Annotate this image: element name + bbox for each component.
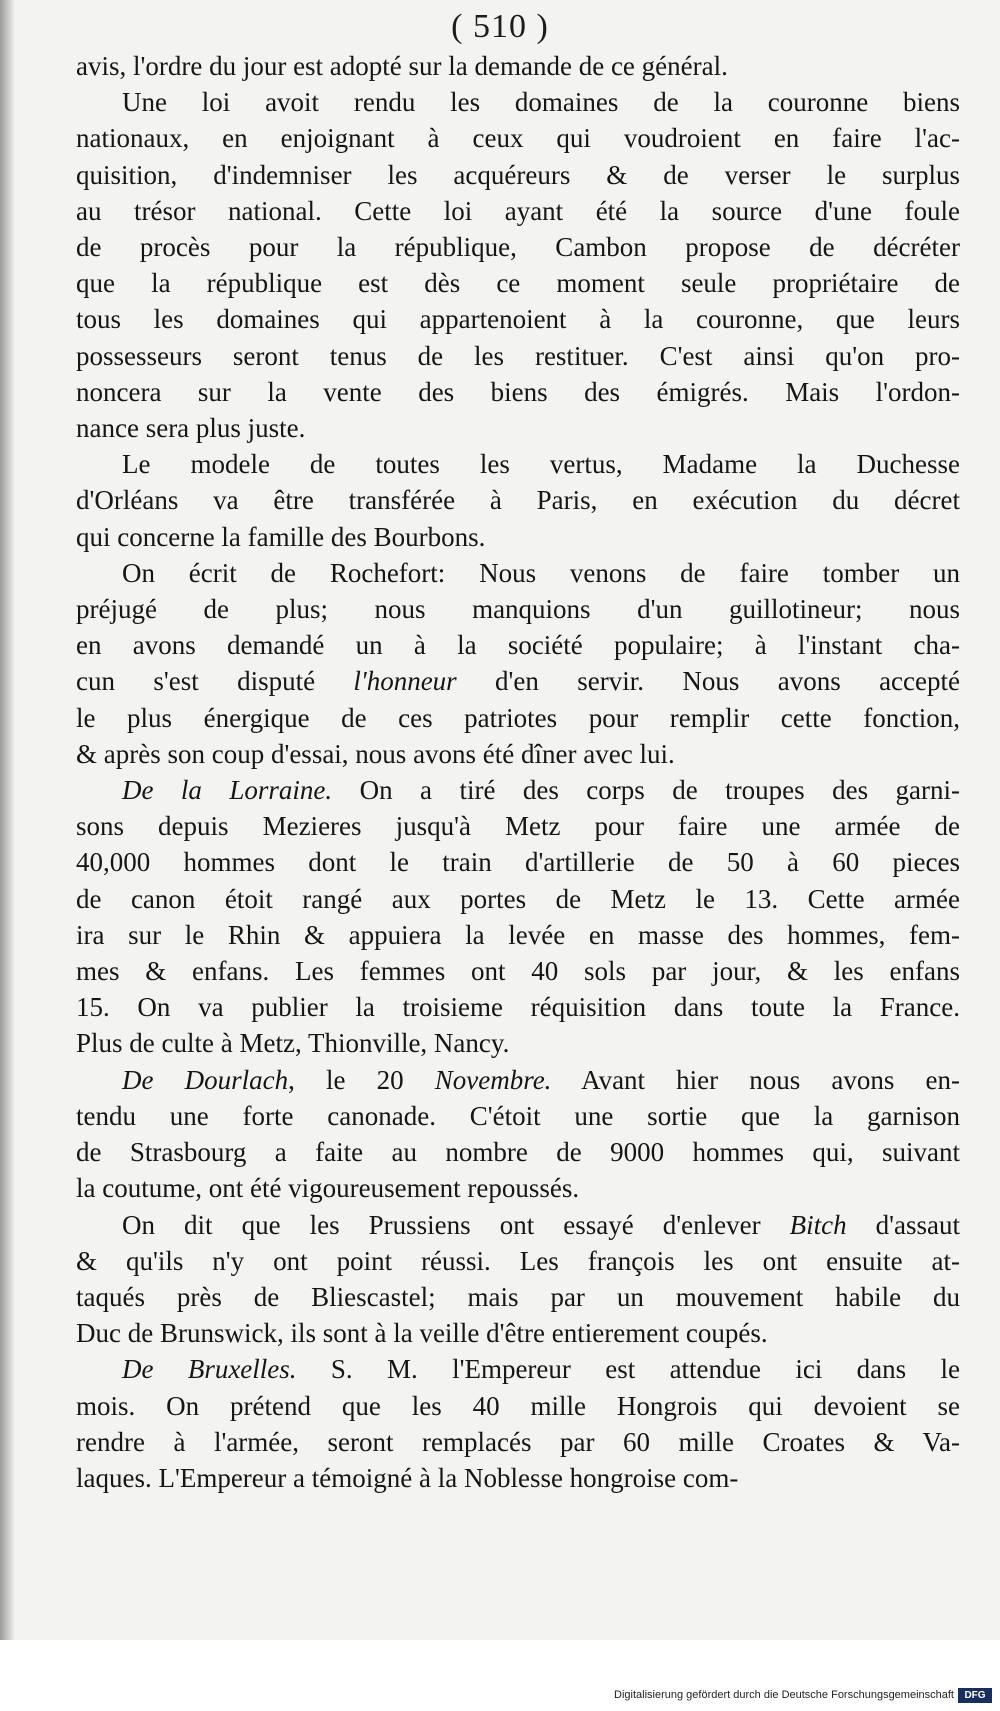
text-run: & qu'ils n'y ont point réussi. Les françois les ont ensuite at- bbox=[76, 1245, 960, 1276]
text-run: préjugé de plus; nous manquions d'un guillotineur; nous bbox=[76, 594, 960, 625]
italic-run: De Dourlach bbox=[122, 1064, 289, 1095]
text-run: taqués près de Bliescastel; mais par un mouvement habile du bbox=[76, 1281, 960, 1312]
text-line bbox=[76, 1460, 960, 1496]
text-run: Le modele de toutes les vertus, Madame la Duchesse bbox=[122, 449, 960, 480]
text-run: 40,000 hommes dont le train d'artillerie de 50 à 60 pieces bbox=[76, 847, 960, 878]
text-run: ira sur le Rhin & appuiera la levée en masse des hommes, fem- bbox=[76, 919, 960, 950]
italic-run: Novembre. bbox=[434, 1064, 552, 1095]
text-run: On dit que les Prussiens ont essayé d'enlever bbox=[122, 1209, 790, 1240]
text-run: de procès pour la république, Cambon propose de décréter bbox=[76, 232, 960, 263]
text-run: , le 20 bbox=[288, 1064, 435, 1095]
text-line bbox=[76, 446, 960, 482]
text-line bbox=[76, 1134, 960, 1170]
text-run: Avant hier nous avons en- bbox=[551, 1064, 960, 1095]
text-line bbox=[76, 1170, 960, 1206]
text-line bbox=[76, 193, 960, 229]
text-run: & après son coup d'essai, nous avons été dîner avec lui. bbox=[76, 738, 675, 769]
text-line bbox=[76, 989, 960, 1025]
text-run: que la république est dès ce moment seule propriétaire de bbox=[76, 268, 960, 299]
paragraph bbox=[76, 772, 960, 1062]
text-run: nationaux, en enjoignant à ceux qui voudroient en faire l'ac- bbox=[76, 123, 960, 154]
text-line bbox=[76, 953, 960, 989]
text-run: le plus énergique de ces patriotes pour remplir cette fonction, bbox=[76, 702, 960, 733]
text-line bbox=[76, 338, 960, 374]
italic-run: De la Lorraine. bbox=[122, 775, 333, 806]
binding-shadow bbox=[0, 0, 14, 1640]
text-line bbox=[76, 772, 960, 808]
text-run: Une loi avoit rendu les domaines de la couronne biens bbox=[122, 87, 960, 118]
text-line bbox=[76, 1062, 960, 1098]
text-line bbox=[76, 229, 960, 265]
text-line bbox=[76, 1424, 960, 1460]
text-line bbox=[76, 1351, 960, 1387]
text-line bbox=[76, 482, 960, 518]
paragraph bbox=[76, 1351, 960, 1496]
italic-run: De Bruxelles. bbox=[122, 1354, 297, 1385]
text-run: nance sera plus juste. bbox=[76, 413, 306, 444]
text-line bbox=[76, 808, 960, 844]
text-line bbox=[76, 1315, 960, 1351]
text-run: de Strasbourg a faite au nombre de 9000 hommes qui, suivant bbox=[76, 1137, 960, 1168]
text-line bbox=[76, 917, 960, 953]
text-run: en avons demandé un à la société populaire; à l'instant cha- bbox=[76, 630, 960, 661]
text-line bbox=[76, 1243, 960, 1279]
footer-band bbox=[0, 1640, 1000, 1711]
text-run: mes & enfans. Les femmes ont 40 sols par jour, & les enfans bbox=[76, 956, 960, 987]
text-run: d'en servir. Nous avons accepté bbox=[456, 666, 960, 697]
text-line bbox=[76, 844, 960, 880]
italic-run: Bitch bbox=[789, 1209, 847, 1240]
text-line bbox=[76, 519, 960, 555]
text-line bbox=[76, 627, 960, 663]
text-run: avis, l'ordre du jour est adopté sur la demande de ce général. bbox=[76, 51, 728, 81]
text-line bbox=[76, 1098, 960, 1134]
text-line bbox=[76, 591, 960, 627]
text-line bbox=[76, 120, 960, 156]
text-line bbox=[76, 700, 960, 736]
text-run: au trésor national. Cette loi ayant été la source d'une foule bbox=[76, 195, 960, 226]
paragraph bbox=[76, 84, 960, 446]
text-run: d'Orléans va être transférée à Paris, en exécution du décret bbox=[76, 485, 960, 516]
text-run: quisition, d'indemniser les acquéreurs & de verser le surplus bbox=[76, 159, 960, 190]
funding-credit: Digitalisierung gefördert durch die Deutsche Forschungsgemeinschaft bbox=[614, 1689, 954, 1701]
text-line bbox=[76, 1388, 960, 1424]
text-run: la coutume, ont été vigoureusement repoussés. bbox=[76, 1173, 580, 1204]
text-run: rendre à l'armée, seront remplacés par 60 mille Croates & Va- bbox=[76, 1426, 960, 1457]
text-run: On écrit de Rochefort: Nous venons de faire tomber un bbox=[122, 557, 960, 588]
text-line bbox=[76, 301, 960, 337]
paragraph bbox=[76, 555, 960, 772]
text-run: 15. On va publier la troisieme réquisition dans toute la France. bbox=[76, 992, 960, 1023]
text-run: possesseurs seront tenus de les restituer. C'est ainsi qu'on pro- bbox=[76, 340, 960, 371]
text-line bbox=[76, 1279, 960, 1315]
text-line bbox=[76, 736, 960, 772]
body-text bbox=[76, 48, 960, 1496]
text-line bbox=[76, 555, 960, 591]
text-run: tous les domaines qui appartenoient à la couronne, que leurs bbox=[76, 304, 960, 335]
text-run: laques. L'Empereur a témoigné à la Noblesse hongroise com- bbox=[76, 1462, 739, 1493]
text-run: mois. On prétend que les 40 mille Hongrois qui devoient se bbox=[76, 1390, 960, 1421]
text-run: d'assaut bbox=[846, 1209, 960, 1240]
dfg-logo: DFG bbox=[958, 1688, 992, 1703]
text-line bbox=[76, 663, 960, 699]
paragraph bbox=[76, 1207, 960, 1352]
text-line bbox=[76, 48, 960, 84]
text-run: S. M. l'Empereur est attendue ici dans le bbox=[296, 1354, 960, 1385]
text-run: On a tiré des corps de troupes des garni- bbox=[332, 775, 960, 806]
text-line bbox=[76, 1025, 960, 1061]
text-run: Duc de Brunswick, ils sont à la veille d'être entierement coupés. bbox=[76, 1318, 768, 1349]
paragraph bbox=[76, 48, 960, 84]
text-run: sons depuis Mezieres jusqu'à Metz pour faire une armée de bbox=[76, 811, 960, 842]
page-number: ( 510 ) bbox=[451, 8, 549, 45]
text-run: Plus de culte à Metz, Thionville, Nancy. bbox=[76, 1028, 510, 1059]
text-run: cun s'est disputé bbox=[76, 666, 354, 697]
text-run: de canon étoit rangé aux portes de Metz le 13. Cette armée bbox=[76, 883, 960, 914]
text-line bbox=[76, 265, 960, 301]
text-line bbox=[76, 374, 960, 410]
text-run: tendu une forte canonade. C'étoit une sortie que la garnison bbox=[76, 1100, 960, 1131]
paragraph bbox=[76, 446, 960, 555]
text-run: noncera sur la vente des biens des émigrés. Mais l'ordon- bbox=[76, 376, 960, 407]
text-line bbox=[76, 881, 960, 917]
paragraph bbox=[76, 1062, 960, 1207]
italic-run: l'honneur bbox=[353, 666, 457, 697]
text-run: qui concerne la famille des Bourbons. bbox=[76, 521, 486, 552]
text-line bbox=[76, 1207, 960, 1243]
text-line bbox=[76, 84, 960, 120]
text-line bbox=[76, 157, 960, 193]
text-line bbox=[76, 410, 960, 446]
